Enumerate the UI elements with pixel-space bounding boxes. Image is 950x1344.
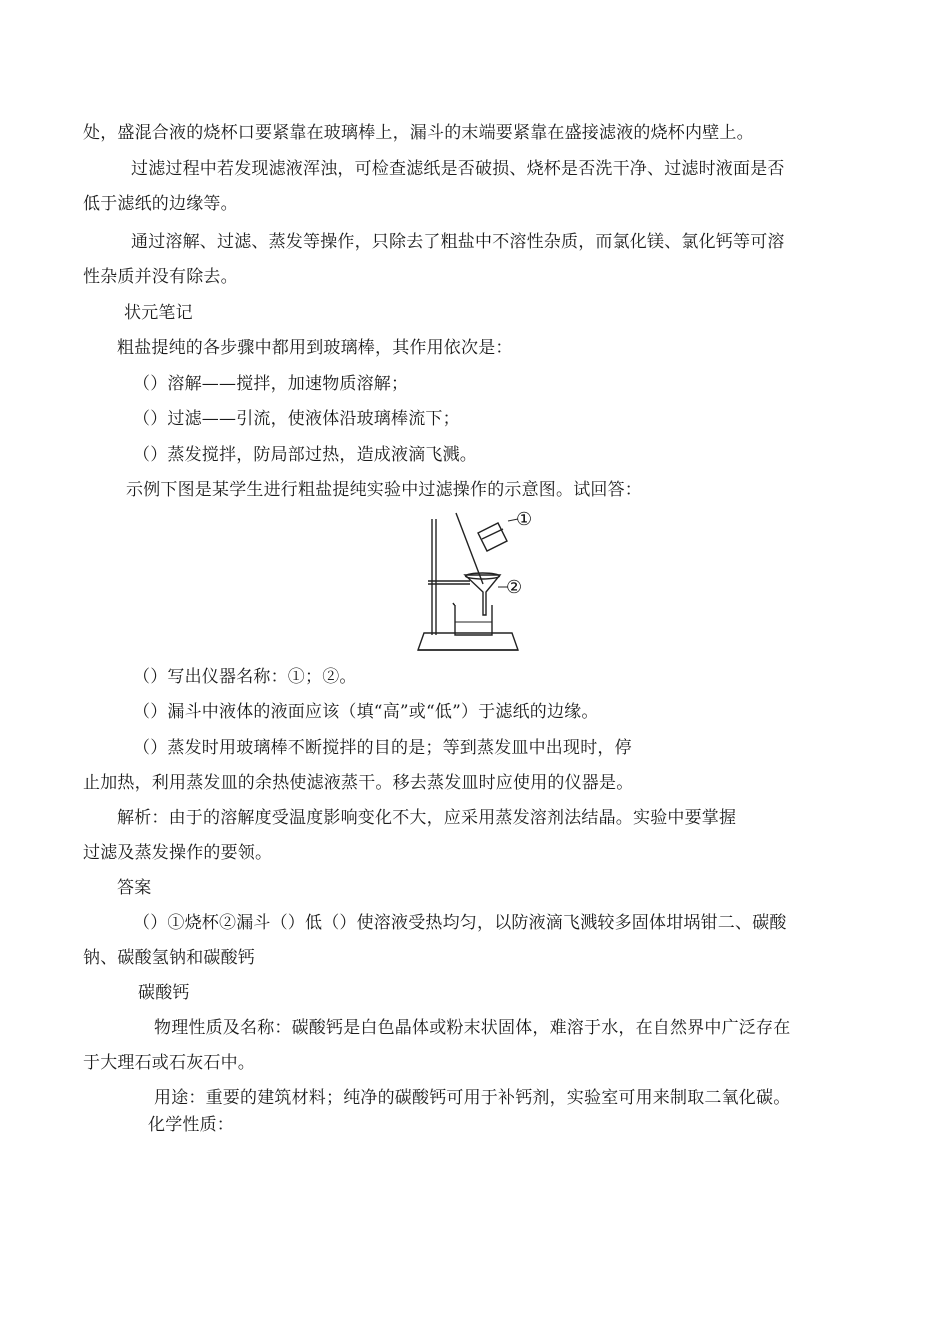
analysis-line: 解析：由于的溶解度受温度影响变化不大，应采用蒸发溶剂法结晶。实验中要掌握: [117, 808, 737, 828]
paragraph-line: 低于滤纸的边缘等。: [83, 194, 238, 214]
paragraph-line: 通过溶解、过滤、蒸发等操作，只除去了粗盐中不溶性杂质，而氯化镁、氯化钙等可溶: [131, 232, 785, 252]
filtration-apparatus-figure: [410, 505, 545, 660]
paragraph-line: 用途：重要的建筑材料；纯净的碳酸钙可用于补钙剂，实验室可用来制取二氧化碳。: [154, 1088, 791, 1108]
section-heading: 碳酸钙: [138, 983, 190, 1003]
question-line: （）写出仪器名称：①；②。: [133, 667, 357, 687]
paragraph-line: 化学性质：: [148, 1115, 234, 1135]
paragraph-line: 物理性质及名称：碳酸钙是白色晶体或粉末状固体，难溶于水，在自然界中广泛存在: [154, 1018, 791, 1038]
list-item: （）过滤——引流，使液体沿玻璃棒流下；: [133, 409, 460, 429]
answer-line: （）①烧杯②漏斗（）低（）使溶液受热均匀，以防液滴飞溅较多固体坩埚钳二、碳酸: [133, 913, 787, 933]
answer-heading: 答案: [117, 878, 152, 898]
question-line: （）漏斗中液体的液面应该（填“高”或“低”）于滤纸的边缘。: [133, 702, 599, 722]
answer-line: 钠、碳酸氢钠和碳酸钙: [83, 948, 255, 968]
paragraph-line: 粗盐提纯的各步骤中都用到玻璃棒，其作用依次是：: [117, 338, 513, 358]
paragraph-line: 处，盛混合液的烧杯口要紧靠在玻璃棒上，漏斗的末端要紧靠在盛接滤液的烧杯内壁上。: [83, 123, 754, 143]
paragraph-line: 性杂质并没有除去。: [83, 267, 238, 287]
list-item: （）蒸发搅拌，防局部过热，造成液滴飞溅。: [133, 445, 477, 465]
paragraph-line: 过滤过程中若发现滤液浑浊，可检查滤纸是否破损、烧杯是否洗干净、过滤时液面是否: [131, 159, 785, 179]
example-heading: 示例下图是某学生进行粗盐提纯实验中过滤操作的示意图。试回答：: [126, 480, 642, 500]
label-2-icon: ②: [506, 577, 523, 598]
analysis-line: 过滤及蒸发操作的要领。: [83, 843, 273, 863]
label-1-icon: ①: [516, 509, 533, 530]
question-line: 止加热，利用蒸发皿的余热使滤液蒸干。移去蒸发皿时应使用的仪器是。: [83, 773, 634, 793]
paragraph-line: 于大理石或石灰石中。: [83, 1053, 255, 1073]
question-line: （）蒸发时用玻璃棒不断搅拌的目的是；等到蒸发皿中出现时，停: [133, 738, 632, 758]
list-item: （）溶解——搅拌，加速物质溶解；: [133, 374, 409, 394]
section-heading: 状元笔记: [124, 303, 193, 323]
